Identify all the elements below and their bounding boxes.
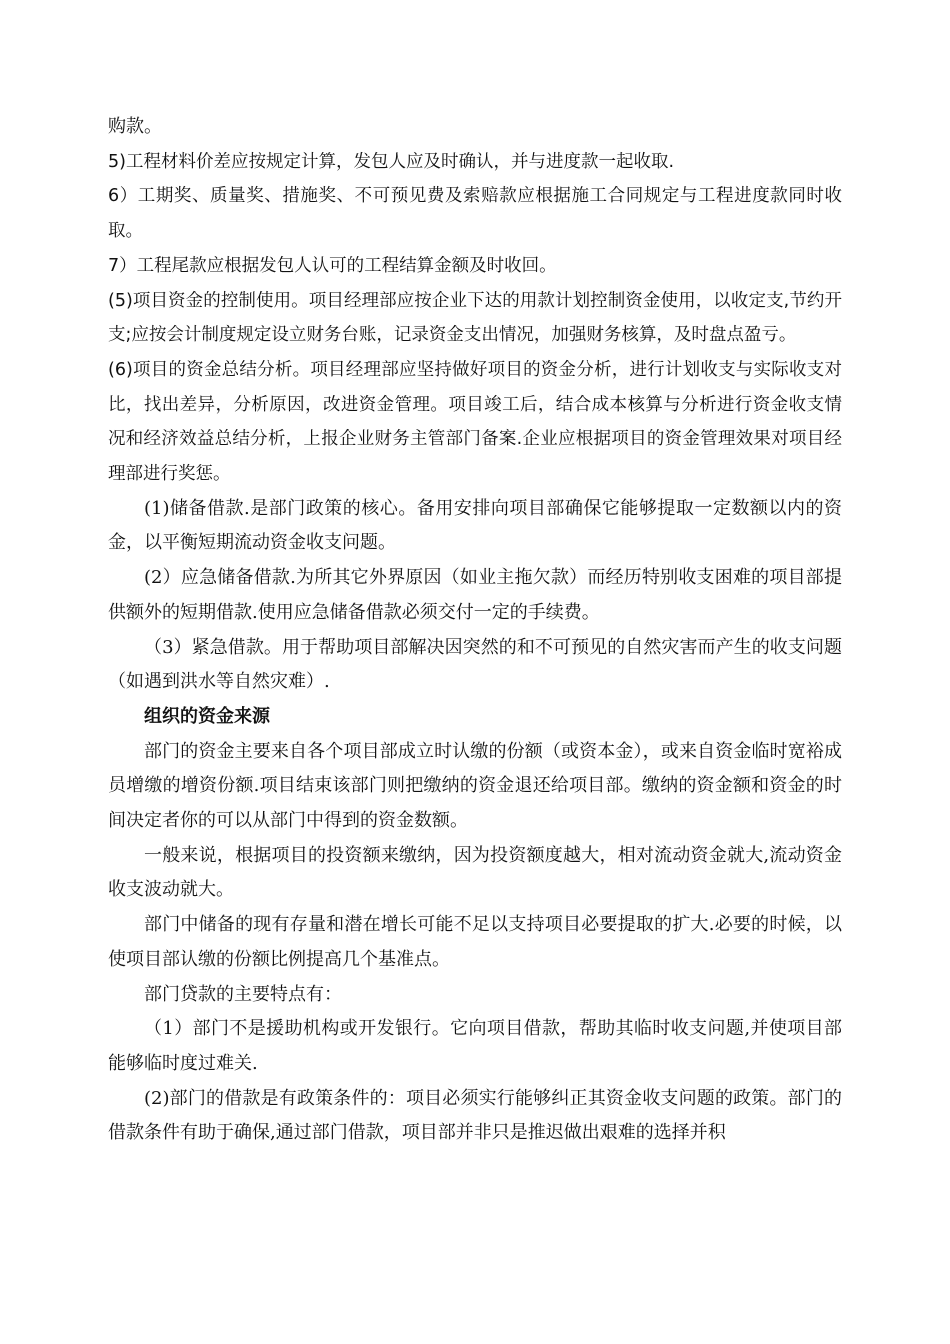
paragraph-fund-analysis: (6)项目的资金总结分析。项目经理部应坚持做好项目的资金分析，进行计划收支与实际收支对比，找出差异，分析原因，改进资金管理。项目竣工后，结合成本核算与分析进行资金收支情况和经济效益总结分析，上报企业财务主管部门备案.企业应根据项目的资金管理效果对项目经理部进行奖惩。 [108, 359, 842, 485]
paragraph-item-5: 5)工程材料价差应按规定计算，发包人应及时确认，并与进度款一起收取. [108, 151, 675, 172]
paragraph-emergency-reserve-loan: (2）应急储备借款.为所其它外界原因（如业主拖欠款）而经历特别收支困难的项目部提供额外的短期借款.使用应急储备借款必须交付一定的手续费。 [108, 567, 842, 623]
paragraph-loan-feature-1: （1）部门不是援助机构或开发银行。它向项目借款，帮助其临时收支问题,并使项目部能够临时度过难关. [108, 1018, 842, 1074]
paragraph-continuation: 购款。 [108, 116, 162, 137]
paragraph-reserve-loan: (1)储备借款.是部门政策的核心。备用安排向项目部确保它能够提取一定数额以内的资金，以平衡短期流动资金收支问题。 [108, 497, 842, 554]
paragraph-urgent-loan: （3）紧急借款。用于帮助项目部解决因突然的和不可预见的自然灾害而产生的收支问题（如遇到洪水等自然灾难）. [108, 636, 842, 693]
paragraph-fund-sources: 部门的资金主要来自各个项目部成立时认缴的份额（或资本金），或来自资金临时宽裕成员增缴的增资份额.项目结束该部门则把缴纳的资金退还给项目部。缴纳的资金额和资金的时间决定者你的可以从部门中得到的资金数额。 [108, 740, 842, 832]
paragraph-item-6: 6）工期奖、质量奖、措施奖、不可预见费及索赔款应根据施工合同规定与工程进度款同时收取。 [108, 186, 842, 242]
paragraph-investment-amount: 一般来说，根据项目的投资额来缴纳，因为投资额度越大，相对流动资金就大,流动资金收支波动就大。 [108, 844, 842, 901]
paragraph-fund-control: (5)项目资金的控制使用。项目经理部应按企业下达的用款计划控制资金使用，以收定支,节约开支;应按会计制度规定设立财务台账，记录资金支出情况，加强财务核算，及时盘点盈亏。 [108, 290, 842, 346]
paragraph-loan-features-intro: 部门贷款的主要特点有： [144, 983, 342, 1005]
paragraph-reserve-stock: 部门中储备的现有存量和潜在增长可能不足以支持项目必要提取的扩大.必要的时候，以使项目部认缴的份额比例提高几个基准点。 [108, 914, 842, 970]
paragraph-loan-feature-2: (2)部门的借款是有政策条件的：项目必须实行能够纠正其资金收支问题的政策。部门的借款条件有助于确保,通过部门借款，项目部并非只是推迟做出艰难的选择并积 [108, 1087, 842, 1144]
document-page [108, 110, 842, 1151]
paragraph-item-7: 7）工程尾款应根据发包人认可的工程结算金额及时收回。 [108, 255, 557, 276]
section-heading: 组织的资金来源 [144, 705, 270, 727]
